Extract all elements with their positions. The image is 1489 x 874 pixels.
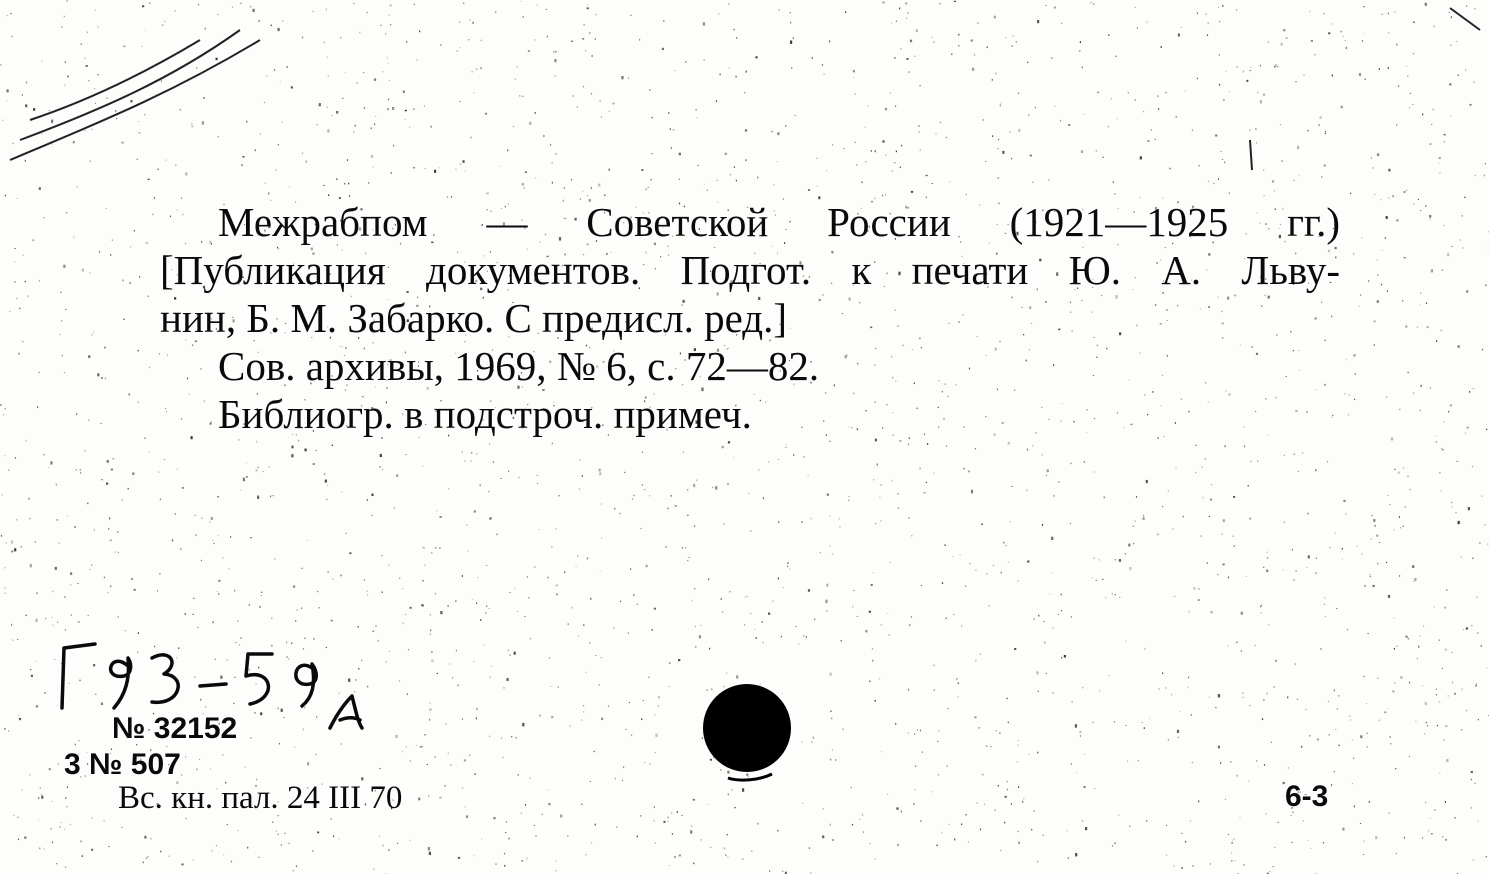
scratch-marks — [10, 8, 1480, 170]
entry-source-line: Сов. архивы, 1969, № 6, с. 72—82. — [218, 343, 820, 389]
order-number-stamp: 3 № 507 — [64, 748, 181, 781]
entry-description-line: [Публикация документов. Подгот. к печати Ю. А. Льву- — [160, 247, 1340, 293]
punch-hole — [700, 682, 796, 782]
book-chamber-date-stamp: Вс. кн. пал. 24 III 70 — [118, 780, 403, 816]
bibliographic-entry — [160, 198, 1340, 438]
entry-title-line: Межрабпом — Советской России (1921—1925 гг.) — [218, 199, 1340, 245]
accession-number-stamp: № 32152 — [112, 712, 238, 745]
entry-note-line: Библиогр. в подстроч. примеч. — [218, 391, 752, 437]
corner-code-stamp: 6-3 — [1285, 780, 1329, 813]
entry-description-line: нин, Б. М. Забарко. С предисл. ред.] — [160, 295, 788, 341]
